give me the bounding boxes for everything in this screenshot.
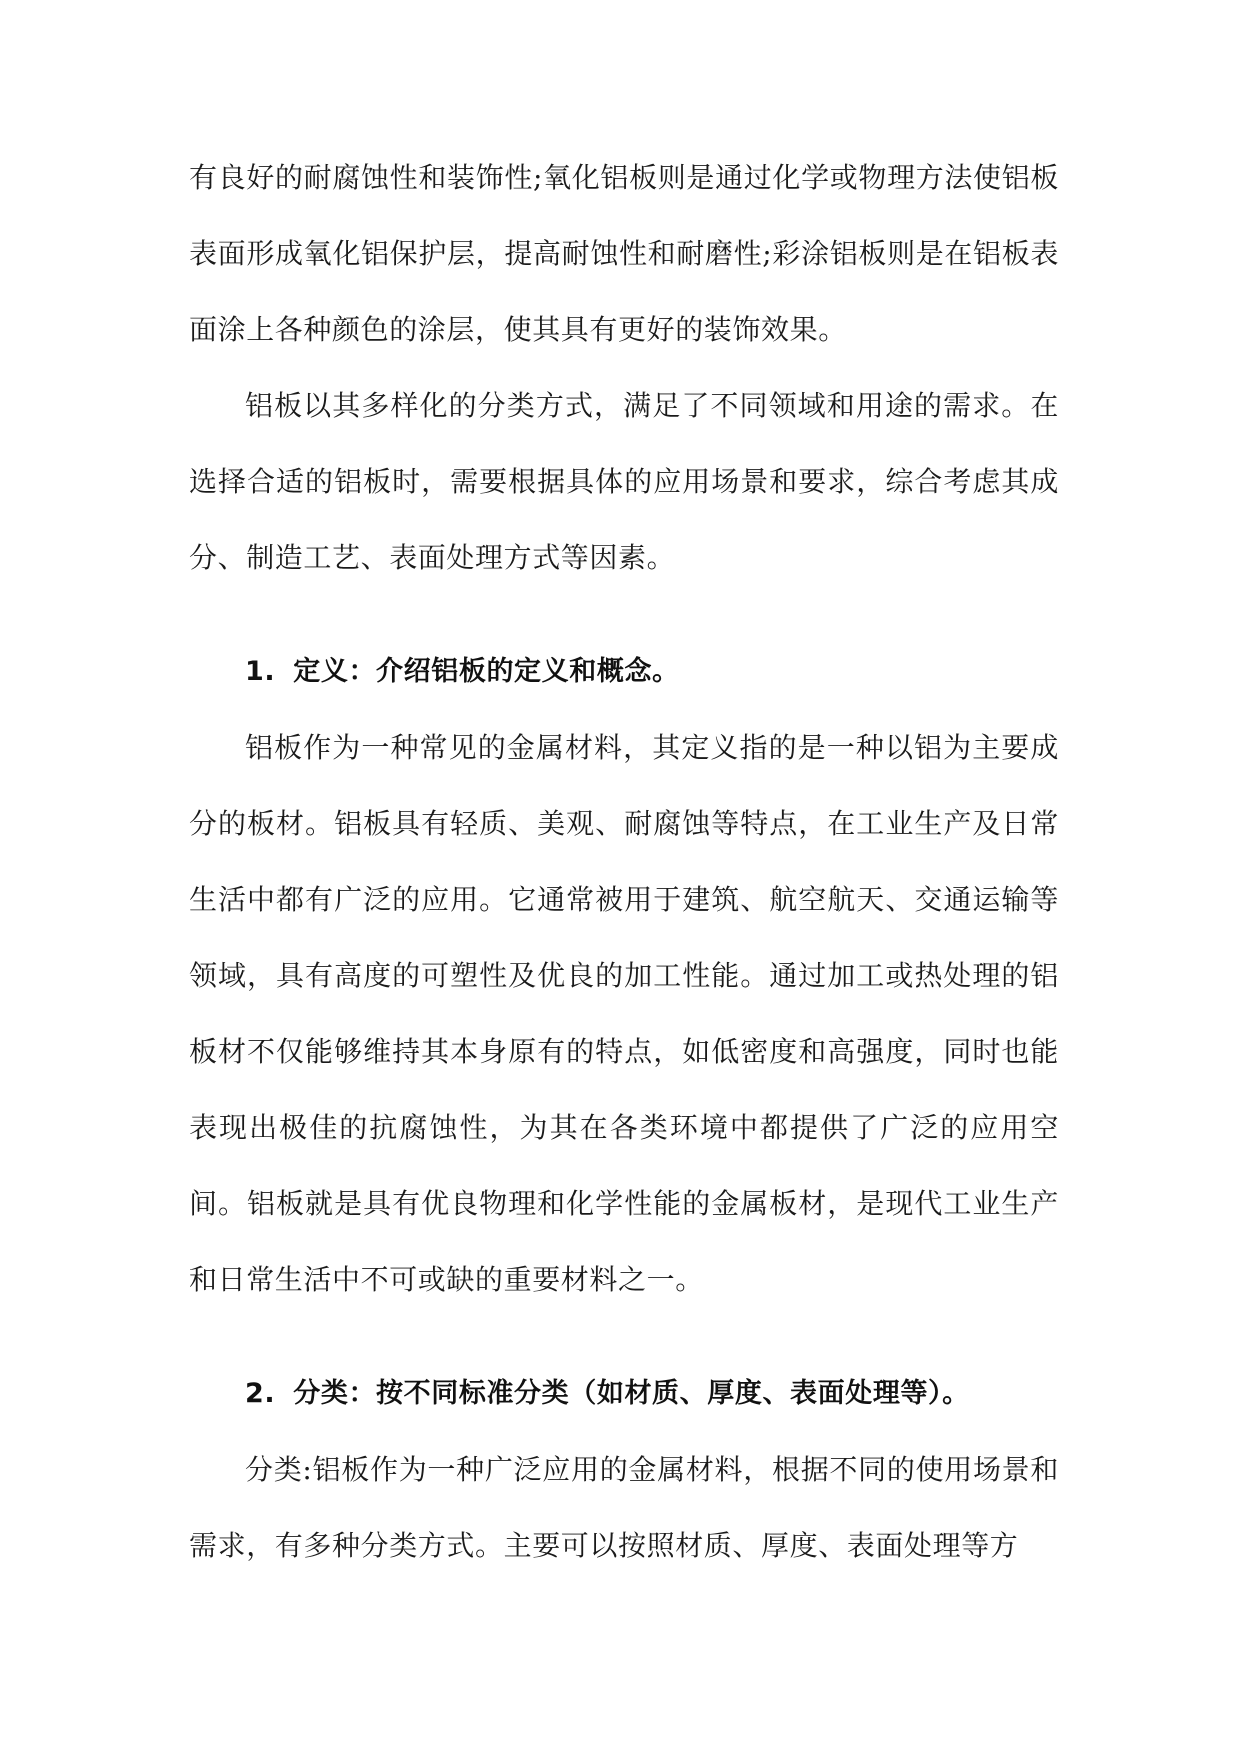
document-body bbox=[189, 140, 1059, 1584]
section-number: 2. bbox=[245, 1378, 276, 1409]
section-heading-definition bbox=[189, 634, 1059, 710]
paragraph-definition: 铝板作为一种常见的金属材料，其定义指的是一种以铝为主要成分的板材。铝板具有轻质、美观、耐腐蚀等特点，在工业生产及日常生活中都有广泛的应用。它通常被用于建筑、航空航天、交通运输等领域，具有高度的可塑性及优良的加工性能。通过加工或热处理的铝板材不仅能够维持其本身原有的特点，如低密度和高强度，同时也能表现出极佳的抗腐蚀性，为其在各类环境中都提供了广泛的应用空间。铝板就是具有优良物理和化学性能的金属板材，是现代工业生产和日常生活中不可或缺的重要材料之一。 bbox=[189, 731, 1059, 1296]
paragraph-classification: 分类:铝板作为一种广泛应用的金属材料，根据不同的使用场景和需求，有多种分类方式。主要可以按照材质、厚度、表面处理等方 bbox=[189, 1453, 1059, 1562]
section-heading-classification bbox=[189, 1356, 1059, 1432]
paragraph-summary: 铝板以其多样化的分类方式，满足了不同领域和用途的需求。在选择合适的铝板时，需要根据具体的应用场景和要求，综合考虑其成分、制造工艺、表面处理方式等因素。 bbox=[189, 389, 1059, 574]
section-title: 定义：介绍铝板的定义和概念。 bbox=[293, 656, 680, 687]
section-number: 1. bbox=[245, 656, 276, 687]
section-title: 分类：按不同标准分类（如材质、厚度、表面处理等）。 bbox=[293, 1378, 970, 1409]
paragraph-continuation: 有良好的耐腐蚀性和装饰性;氧化铝板则是通过化学或物理方法使铝板表面形成氧化铝保护层，提高耐蚀性和耐磨性;彩涂铝板则是在铝板表面涂上各种颜色的涂层，使其具有更好的装饰效果。 bbox=[189, 161, 1059, 346]
